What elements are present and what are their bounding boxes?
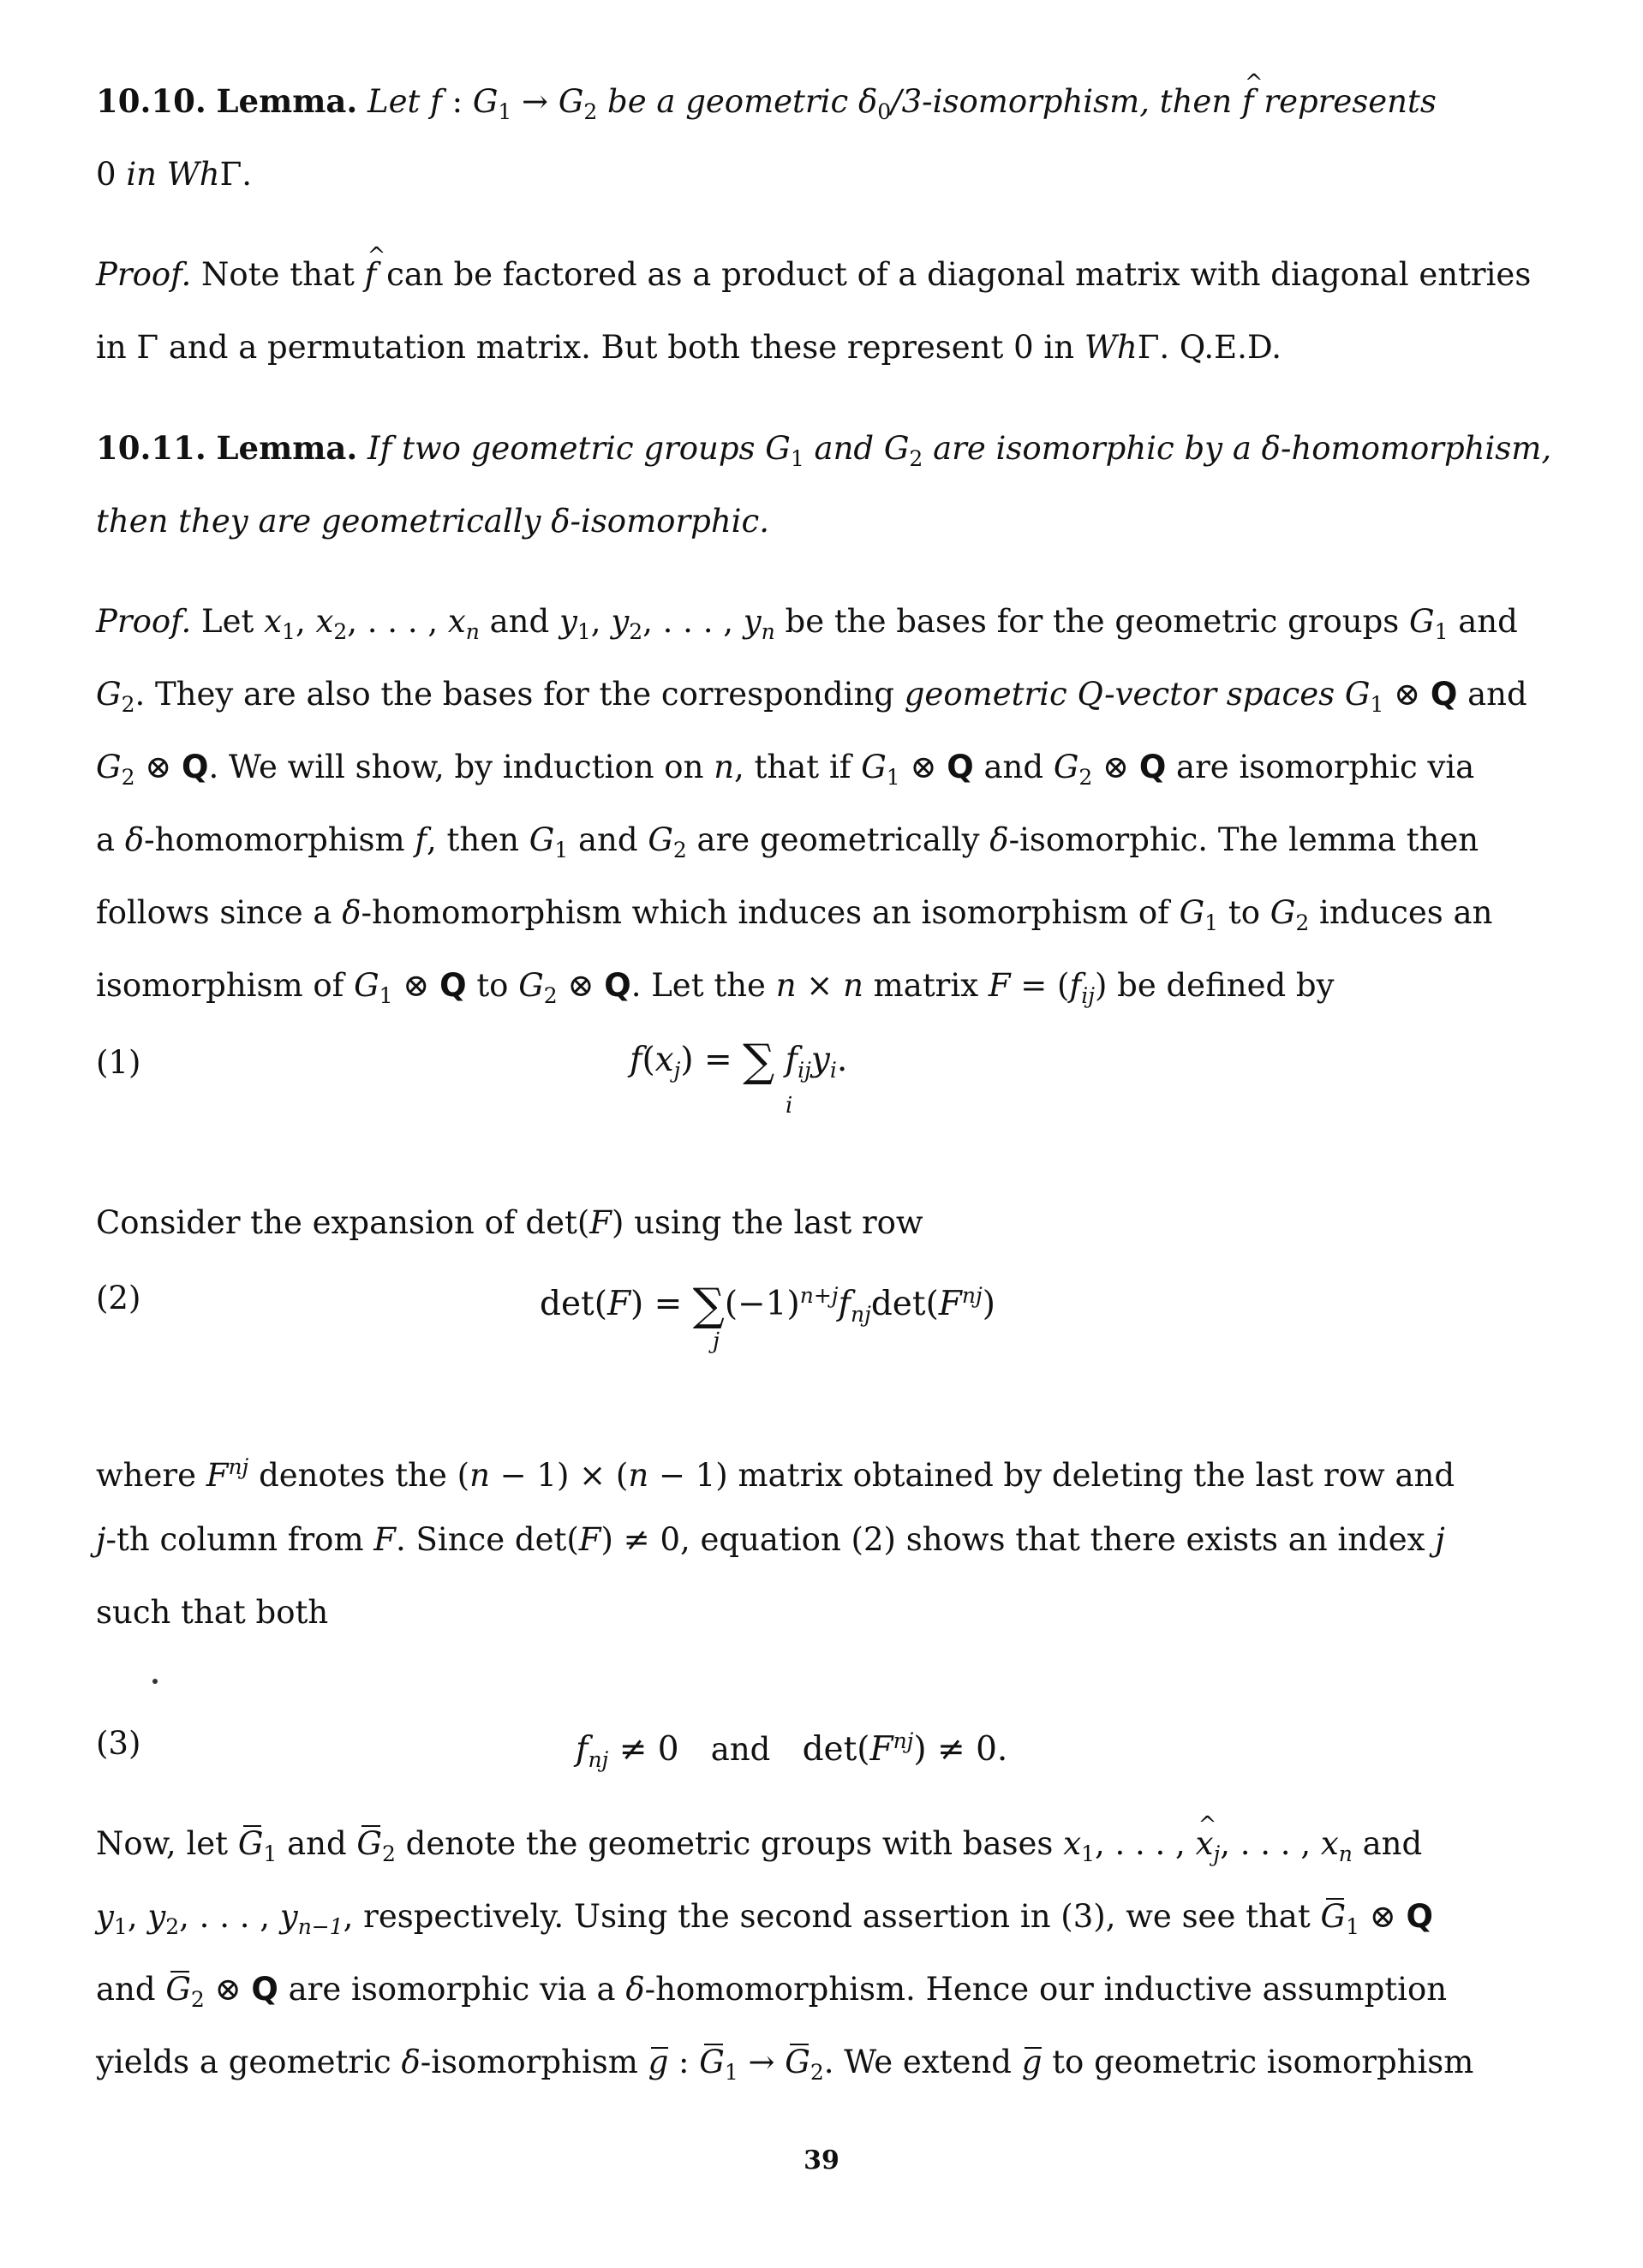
now-line-1: Now, let $G_1$ and $G_2$ denote the geometric groups with bases $x_1$, . . . , x $\^{}_j$, . . . , $x_n$ and <box>96 1822 1544 1877</box>
page-number: 39 <box>804 2146 839 2175</box>
proof-2-line-2: $G_2$. They are also the bases for the corresponding geometric Q-vector spaces $G_1$ ⊗ Q and <box>96 676 1527 717</box>
equation-3: $f_{nj} \ne 0$ and $\det(F^{nj}) \ne 0$. <box>576 1728 1008 1772</box>
lemma-10-11-line-1: 10.11. Lemma. If two geometric groups $G_1$ and $G_2$ are isomorphic by a δ-homomorphism, <box>96 429 1552 471</box>
lemma-word: Lemma. <box>216 82 358 120</box>
equation-2: $\det(F) = \sum(-1)^{n+j}f_{nj}\det(F^{nj})$ <box>540 1280 995 1331</box>
proof-2-line-3: $G_2$ ⊗ Q. We will show, by induction on n, that if $G_1$ ⊗ Q and $G_2$ ⊗ Q are isomorphic via <box>96 749 1475 790</box>
where-line-2: j-th column from F. Since det(F) ≠ 0, equation (2) shows that there exists an index j <box>96 1521 1445 1558</box>
lemma-word: Lemma. <box>216 429 358 467</box>
proof-2-line-5: follows since a δ-homomorphism which induces an isomorphism of $G_1$ to $G_2$ induces an <box>96 894 1493 935</box>
proof-2-line-6: isomorphism of $G_1$ ⊗ Q to $G_2$ ⊗ Q. Let the n × n matrix $F = (f_{ij})$ be defined by <box>96 967 1335 1008</box>
equation-1-number: (1) <box>96 1044 141 1081</box>
consider-line: Consider the expansion of det(F) using the last row <box>96 1204 923 1241</box>
now-line-3: and $G_2$ ⊗ Q are isomorphic via a δ-homomorphism. Hence our inductive assumption <box>96 1967 1544 2022</box>
equation-2-sum-index: j <box>713 1328 720 1354</box>
proof-2-line-1: Proof. Let $x_1$, $x_2$, . . . , $x_n$ and $y_1$, $y_2$, . . . , $y_n$ be the bases for the geometric groups $G_1$ and <box>96 603 1518 644</box>
now-line-2: $y_1$, $y_2$, . . . , $y_{n-1}$, respectively. Using the second assertion in (3), we see that $G_1$ ⊗ Q <box>96 1895 1544 1949</box>
proof-2-line-4: a δ-homomorphism f, then $G_1$ and $G_2$ are geometrically δ-isomorphic. The lemma then <box>96 821 1479 862</box>
where-line-1: where $F^{nj}$ denotes the (n − 1) × (n − 1) matrix obtained by deleting the last row and <box>96 1454 1455 1494</box>
qed: Q.E.D. <box>1179 329 1282 366</box>
proof-1-line-2: in Γ and a permutation matrix. But both these represent 0 in WhΓ. Q.E.D. <box>96 329 1282 366</box>
proof-label: Proof. <box>96 256 192 293</box>
equation-1-sum-index: i <box>786 1093 793 1119</box>
where-line-3: such that both <box>96 1594 329 1631</box>
lemma-number: 10.11. <box>96 429 206 467</box>
stray-dot <box>152 1679 158 1684</box>
lemma-10-11-line-2: then they are geometrically δ-isomorphic. <box>96 503 769 540</box>
proof-1-line-1: Proof. Note that f ^ can be factored as a product of a diagonal matrix with diagonal entries <box>96 253 1544 297</box>
equation-1: $f(x_j)$ = ∑ $f_{ij}y_i$. <box>630 1036 848 1087</box>
lemma-10-10-line-2: 0 in WhΓ. <box>96 156 253 193</box>
proof-label: Proof. <box>96 603 192 640</box>
equation-2-number: (2) <box>96 1280 141 1316</box>
lemma-10-10-line-1: 10.10. Lemma. Let f : $G_1 \to G_2$ be a geometric $\delta_0/3$-isomorphism, then f ^ represents <box>96 79 1544 134</box>
equation-3-number: (3) <box>96 1725 141 1762</box>
now-line-4: yields a geometric δ-isomorphism g : $G_1 \to G_2$. We extend g to geometric isomorphism <box>96 2040 1544 2095</box>
lemma-number: 10.10. <box>96 82 206 120</box>
